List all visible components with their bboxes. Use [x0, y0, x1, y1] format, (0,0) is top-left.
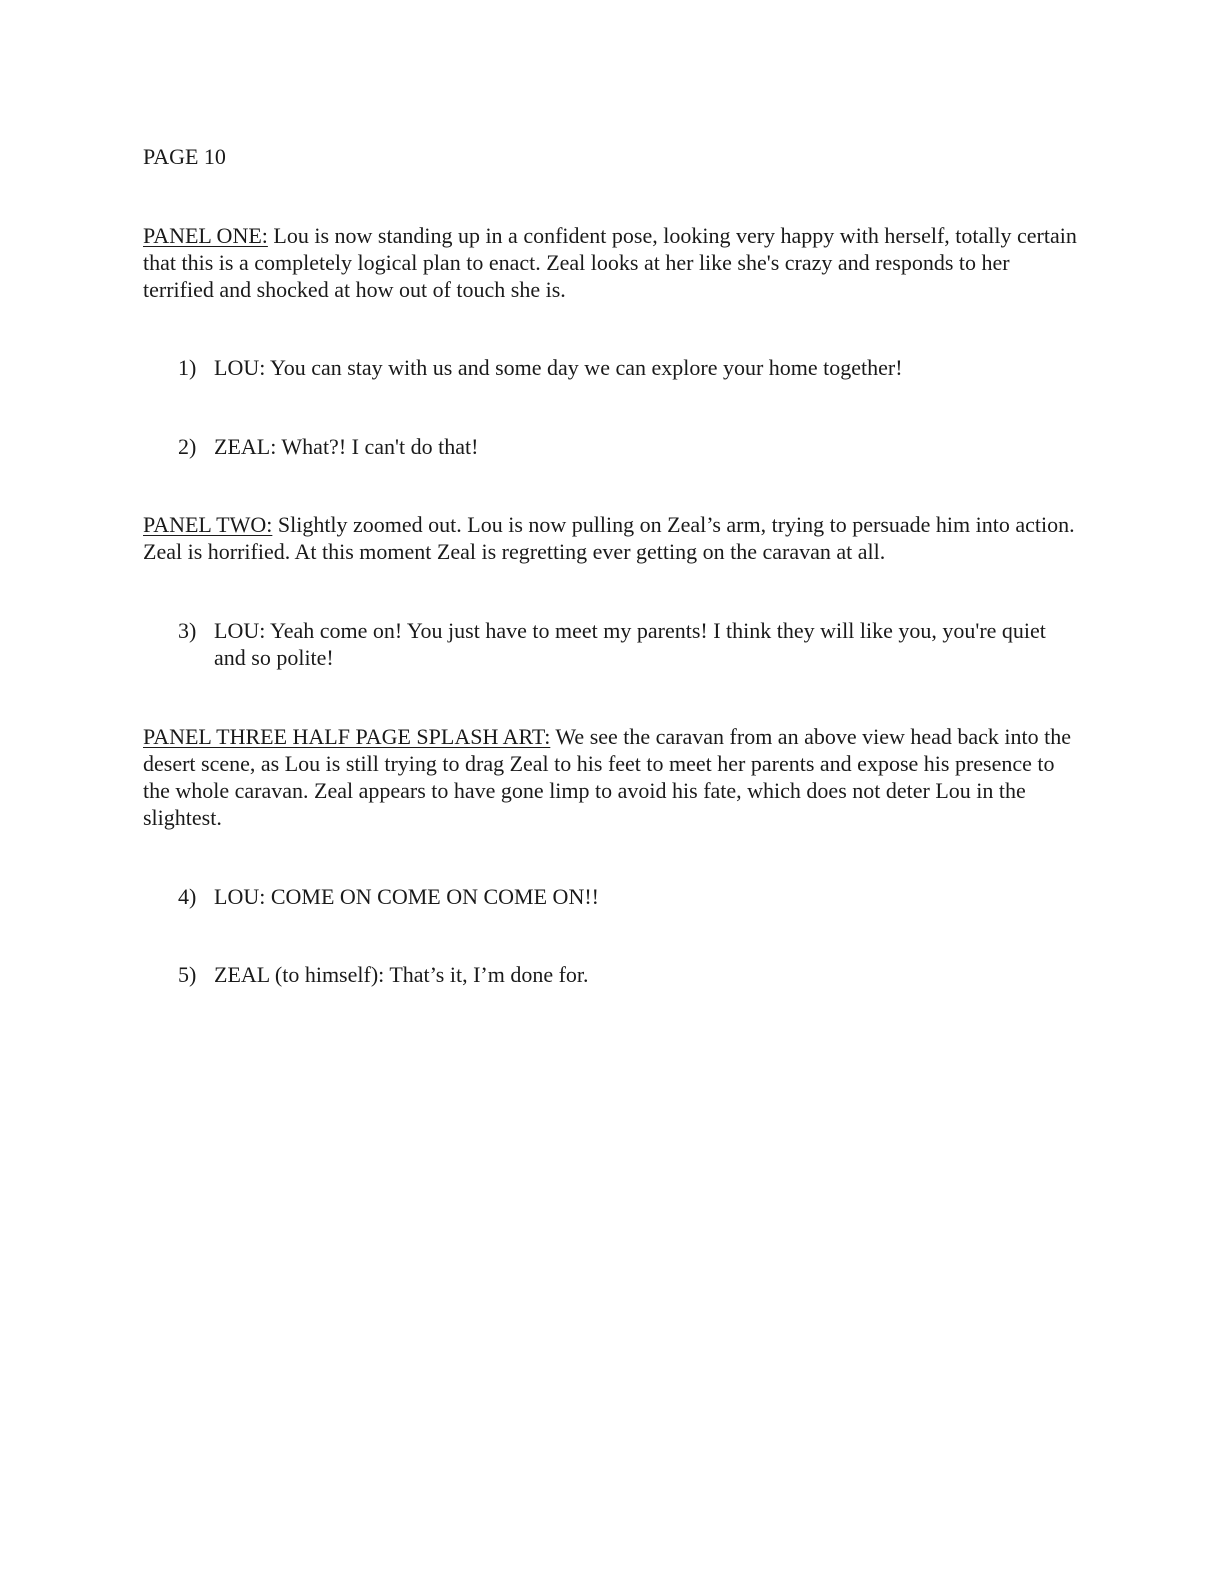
panel-two-text: Slightly zoomed out. Lou is now pulling on Zeal’s arm, trying to persuade him into action. Zeal is horrified. At this moment Zeal is regretting ever getting on the caravan at all.	[143, 512, 1075, 564]
dialogue-line-2	[178, 433, 1078, 460]
dialogue-line-5	[178, 961, 1078, 988]
panel-two-description	[143, 511, 1083, 565]
panel-three-description	[143, 723, 1083, 831]
dialogue-line-3	[178, 617, 1078, 671]
dialogue-number: 4)	[178, 884, 197, 909]
dialogue-line-1	[178, 354, 1078, 381]
dialogue-text: LOU: Yeah come on! You just have to meet my parents! I think they will like you, you're quiet and so polite!	[214, 618, 1046, 670]
panel-three-text: We see the caravan from an above view head back into the desert scene, as Lou is still trying to drag Zeal to his feet to meet her parents and expose his presence to the whole caravan. Zeal appears to have gone limp to avoid his fate, which does not deter Lou in the slightest.	[143, 724, 1072, 830]
dialogue-number: 2)	[178, 434, 197, 459]
panel-two-label: PANEL TWO:	[143, 512, 273, 537]
dialogue-number: 5)	[178, 962, 197, 987]
panel-one-description	[143, 222, 1083, 303]
page-heading: PAGE 10	[143, 144, 226, 169]
panel-one-label: PANEL ONE:	[143, 223, 268, 248]
dialogue-text: ZEAL (to himself): That’s it, I’m done for.	[214, 962, 589, 987]
dialogue-number: 3)	[178, 618, 197, 643]
dialogue-line-4	[178, 883, 1078, 910]
panel-one-text: Lou is now standing up in a confident pose, looking very happy with herself, totally certain that this is a completely logical plan to enact. Zeal looks at her like she's crazy and responds to her terrified and shocked at how out of touch she is.	[143, 223, 1077, 302]
dialogue-text: LOU: COME ON COME ON COME ON!!	[214, 884, 599, 909]
dialogue-text: LOU: You can stay with us and some day we can explore your home together!	[214, 355, 903, 380]
panel-three-label: PANEL THREE HALF PAGE SPLASH ART:	[143, 724, 551, 749]
dialogue-number: 1)	[178, 355, 197, 380]
dialogue-text: ZEAL: What?! I can't do that!	[214, 434, 479, 459]
